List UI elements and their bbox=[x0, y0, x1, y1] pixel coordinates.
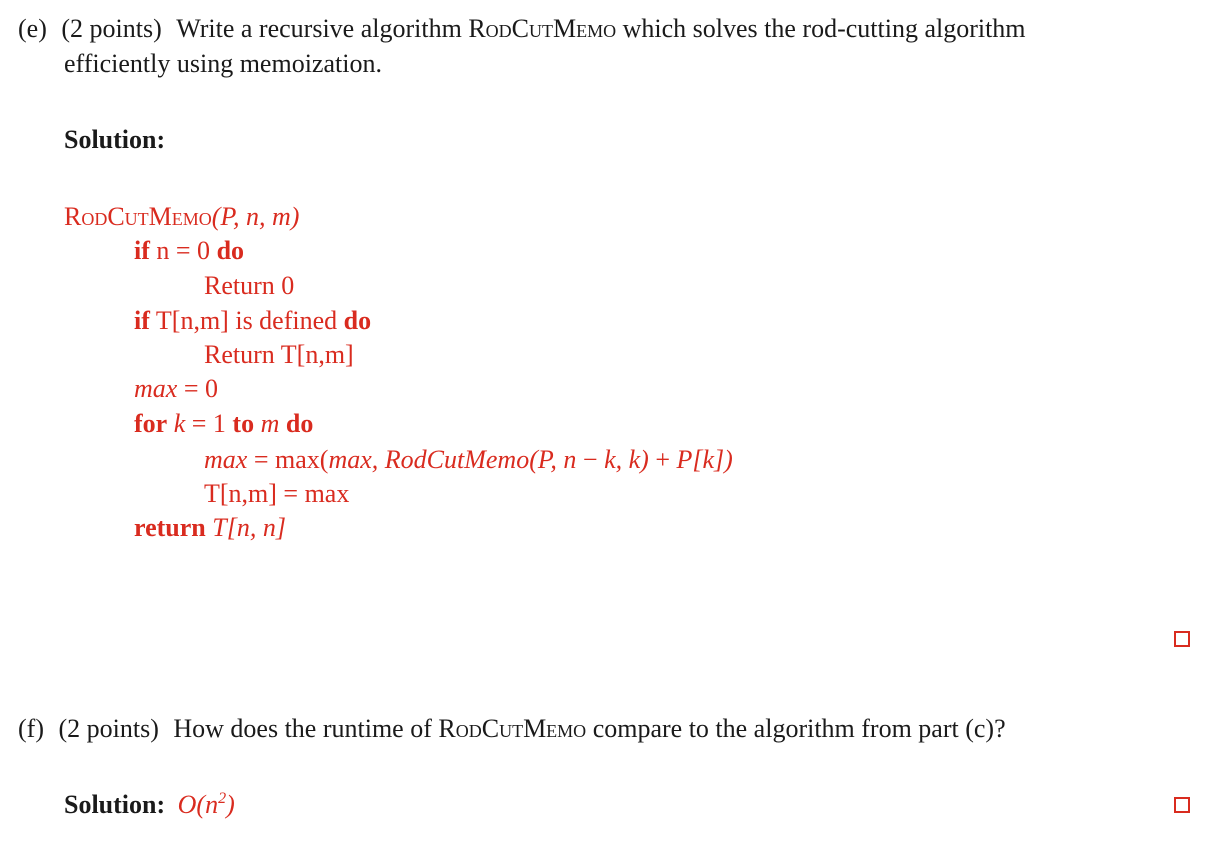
question-f-label: (f) bbox=[18, 714, 44, 743]
keyword-for: for bbox=[134, 409, 168, 438]
code-line-6 bbox=[134, 407, 313, 441]
code-line-5 bbox=[134, 372, 218, 406]
code-variable: max, bbox=[328, 445, 379, 474]
checkbox-e[interactable] bbox=[1174, 631, 1190, 647]
code-operator: = bbox=[253, 445, 269, 474]
solution-e-label: Solution: bbox=[64, 125, 166, 154]
code-line-8: T[n,m] = max bbox=[204, 479, 350, 508]
code-recursive-call: RodCutMemo(P, n bbox=[384, 445, 577, 474]
code-price-lookup: P[k]) bbox=[676, 445, 733, 474]
question-f-text: How does the runtime of bbox=[173, 714, 432, 743]
code-variable: k bbox=[173, 409, 186, 438]
code-header bbox=[64, 200, 299, 234]
solution-f bbox=[64, 787, 235, 823]
keyword-do: do bbox=[285, 409, 314, 438]
code-condition: T[n,m] is defined bbox=[155, 306, 338, 335]
question-f-algo-name: RodCutMemo bbox=[438, 714, 587, 743]
code-line-2: Return 0 bbox=[204, 271, 295, 300]
code-line-7 bbox=[204, 443, 733, 477]
keyword-if: if bbox=[134, 236, 150, 265]
code-condition: n = 0 bbox=[156, 236, 211, 265]
code-line-9 bbox=[134, 511, 286, 545]
code-operator: + bbox=[655, 445, 670, 474]
question-e-points: (2 points) bbox=[61, 14, 162, 43]
code-operator: − bbox=[582, 445, 598, 474]
keyword-return: return bbox=[134, 513, 206, 542]
keyword-do: do bbox=[343, 306, 372, 335]
code-variable: max bbox=[204, 445, 248, 474]
answer-exponent: 2 bbox=[218, 790, 227, 807]
code-line-3 bbox=[134, 304, 371, 338]
answer-base: O(n bbox=[177, 790, 219, 819]
question-e-label: (e) bbox=[18, 14, 47, 43]
solution-f-answer bbox=[178, 790, 235, 819]
code-variable: max bbox=[134, 374, 178, 403]
solution-f-label: Solution: bbox=[64, 790, 166, 819]
code-line-4: Return T[n,m] bbox=[204, 340, 354, 369]
code-variable: m bbox=[260, 409, 280, 438]
keyword-do: do bbox=[216, 236, 245, 265]
question-f-points: (2 points) bbox=[58, 714, 159, 743]
checkbox-f[interactable] bbox=[1174, 797, 1190, 813]
question-e-line2: efficiently using memoization. bbox=[64, 49, 382, 78]
code-line-1 bbox=[134, 234, 244, 268]
question-e-text-after: which solves the rod-cutting algorithm bbox=[622, 14, 1026, 43]
code-function: max bbox=[275, 445, 320, 474]
code-paren: ( bbox=[319, 445, 329, 474]
keyword-to: to bbox=[232, 409, 255, 438]
answer-close: ) bbox=[226, 790, 235, 819]
code-assignment: = 1 bbox=[191, 409, 226, 438]
question-e-line1 bbox=[18, 11, 1026, 47]
code-assignment: = 0 bbox=[183, 374, 218, 403]
question-f-line1 bbox=[18, 711, 1006, 747]
code-call-args: k, k) bbox=[604, 445, 649, 474]
question-e-text: Write a recursive algorithm bbox=[176, 14, 462, 43]
code-function-name: RodCutMemo bbox=[64, 202, 212, 231]
code-return-value: T[n, n] bbox=[212, 513, 286, 542]
question-f-text-after: compare to the algorithm from part (c)? bbox=[592, 714, 1006, 743]
question-e-algo-name: RodCutMemo bbox=[468, 14, 617, 43]
keyword-if: if bbox=[134, 306, 150, 335]
code-function-args: (P, n, m) bbox=[211, 202, 300, 231]
